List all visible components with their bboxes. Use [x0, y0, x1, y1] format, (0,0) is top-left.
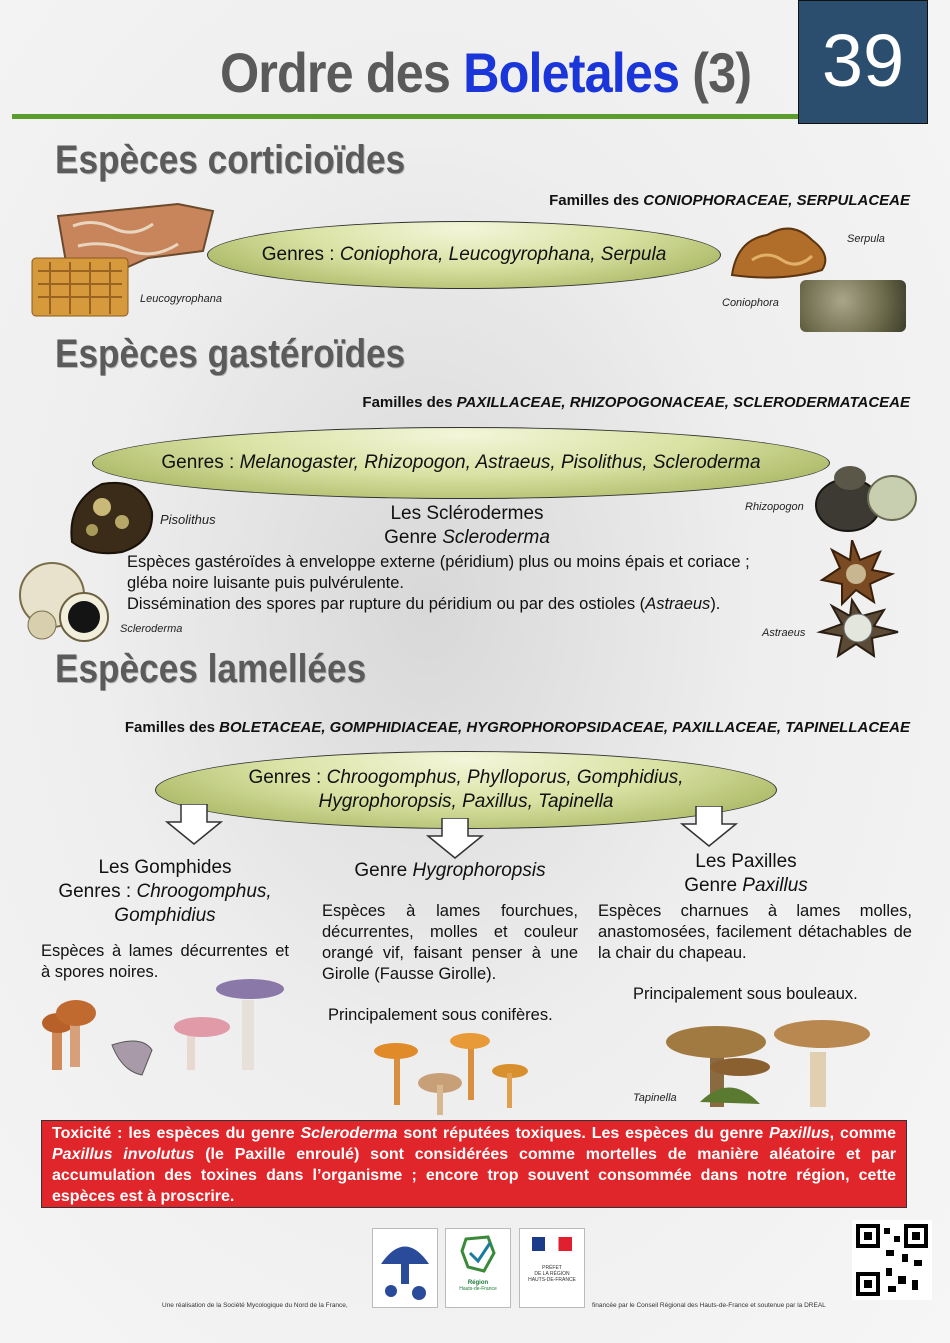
arrow-down-paxilles	[680, 806, 738, 848]
section-heading-gasteroid: Espèces gastéroïdes	[55, 332, 406, 376]
caption-tapinella: Tapinella	[633, 1092, 677, 1104]
gomphides-heading: Les Gomphides Genres : Chroogomphus, Gomphidius	[58, 857, 272, 926]
paxilles-habitat: Principalement sous bouleaux.	[633, 985, 858, 1003]
genera-ellipse-lamellate: Genres : Chroogomphus, Phylloporus, Gomphidius, Hygrophoropsis, Paxillus, Tapinella	[155, 751, 777, 829]
families-corticioid: Familles des CONIOPHORACEAE, SERPULACEAE	[549, 192, 910, 209]
region-shape-icon	[458, 1233, 498, 1275]
families-gasteroid: Familles des PAXILLACEAE, RHIZOPOGONACEAE, SCLERODERMATACEAE	[362, 394, 910, 411]
hygrophoropsis-text: Espèces à lames fourchues, décurrentes, molles et couleur orangé vif, faisant penser à une Girolle (Fausse Girolle).	[322, 902, 578, 983]
coniophora-photo	[800, 280, 906, 332]
paxilles-heading: Les Paxilles Genre Paxillus	[684, 851, 808, 896]
footer-credit-left: Une réalisation de la Société Mycologique du Nord de la France,	[162, 1302, 348, 1309]
arrow-down-gomphides	[165, 804, 223, 846]
caption-coniophora: Coniophora	[722, 297, 779, 309]
french-flag-icon	[532, 1237, 572, 1251]
hygrophoropsis-heading: Genre Hygrophoropsis	[354, 860, 546, 881]
gomphides-text: Espèces à lames décurrentes et à spores noires.	[41, 942, 289, 981]
genera-ellipse-corticioid: Genres : Coniophora, Leucogyrophana, Serpula	[207, 221, 721, 289]
scleroderma-description: Espèces gastéroïdes à enveloppe externe (péridium) plus ou moins épais et coriace ; gléba noire luisante puis pulvérulente. Dissémination des spores par rupture du péridium ou par des ostioles (Astraeus).	[127, 553, 750, 613]
hygrophoropsis-habitat: Principalement sous conifères.	[328, 1006, 553, 1024]
arrow-down-hygrophoropsis	[426, 818, 484, 860]
hygrophoropsis-photo	[370, 1025, 550, 1120]
caption-serpula: Serpula	[847, 233, 885, 245]
genera-ellipse-gasteroid: Genres : Melanogaster, Rhizopogon, Astraeus, Pisolithus, Scleroderma	[92, 427, 830, 499]
gomphides-photo	[42, 975, 292, 1080]
page-number-badge: 39	[798, 0, 928, 124]
astraeus-photo	[812, 540, 912, 660]
scleroderma-photo	[12, 555, 117, 645]
societe-mycologique-logo	[372, 1228, 438, 1308]
footer-credit-right: financée par le Conseil Régional des Hauts-de-France et soutenue par la DREAL	[592, 1302, 826, 1309]
page-title: Ordre des Boletales (3)	[220, 41, 752, 104]
prefet-region-logo: PRÉFET DE LA RÉGION HAUTS-DE-FRANCE	[519, 1228, 585, 1308]
toxicity-warning: Toxicité : les espèces du genre Scleroderma sont réputées toxiques. Les espèces du genre Paxillus, comme Paxillus involutus (le Paxille enroulé) sont considérées comme mortelles de manière aléatoire et par accumulation des toxines dans l’organisme ; encore trop souvent consommée dans notre région, cette espèces est à proscrire.	[41, 1120, 907, 1208]
pisolithus-photo	[62, 472, 157, 557]
title-underline	[12, 114, 798, 119]
rhizopogon-photo	[810, 460, 920, 535]
qr-code	[852, 1220, 932, 1300]
families-lamellate: Familles des BOLETACEAE, GOMPHIDIACEAE, HYGROPHOROPSIDACEAE, PAXILLACEAE, TAPINELLACEAE	[124, 719, 910, 736]
caption-scleroderma: Scleroderma	[120, 623, 183, 635]
scleroderma-heading: Les Sclérodermes Genre Scleroderma	[384, 503, 550, 548]
section-heading-corticioid: Espèces corticioïdes	[55, 138, 406, 182]
caption-astraeus: Astraeus	[762, 627, 806, 639]
paxillus-photo	[660, 1012, 890, 1117]
paxilles-text: Espèces charnues à lames molles, anastomosées, facilement détachables de la chair du chapeau.	[598, 902, 912, 962]
section-heading-lamellate: Espèces lamellées	[55, 647, 367, 691]
region-hauts-de-france-logo: Région Hauts-de-France	[445, 1228, 511, 1308]
caption-leucogyrophana: Leucogyrophana	[140, 293, 222, 305]
serpula-photo	[722, 210, 842, 285]
caption-pisolithus: Pisolithus	[160, 512, 216, 527]
caption-rhizopogon: Rhizopogon	[745, 501, 804, 513]
